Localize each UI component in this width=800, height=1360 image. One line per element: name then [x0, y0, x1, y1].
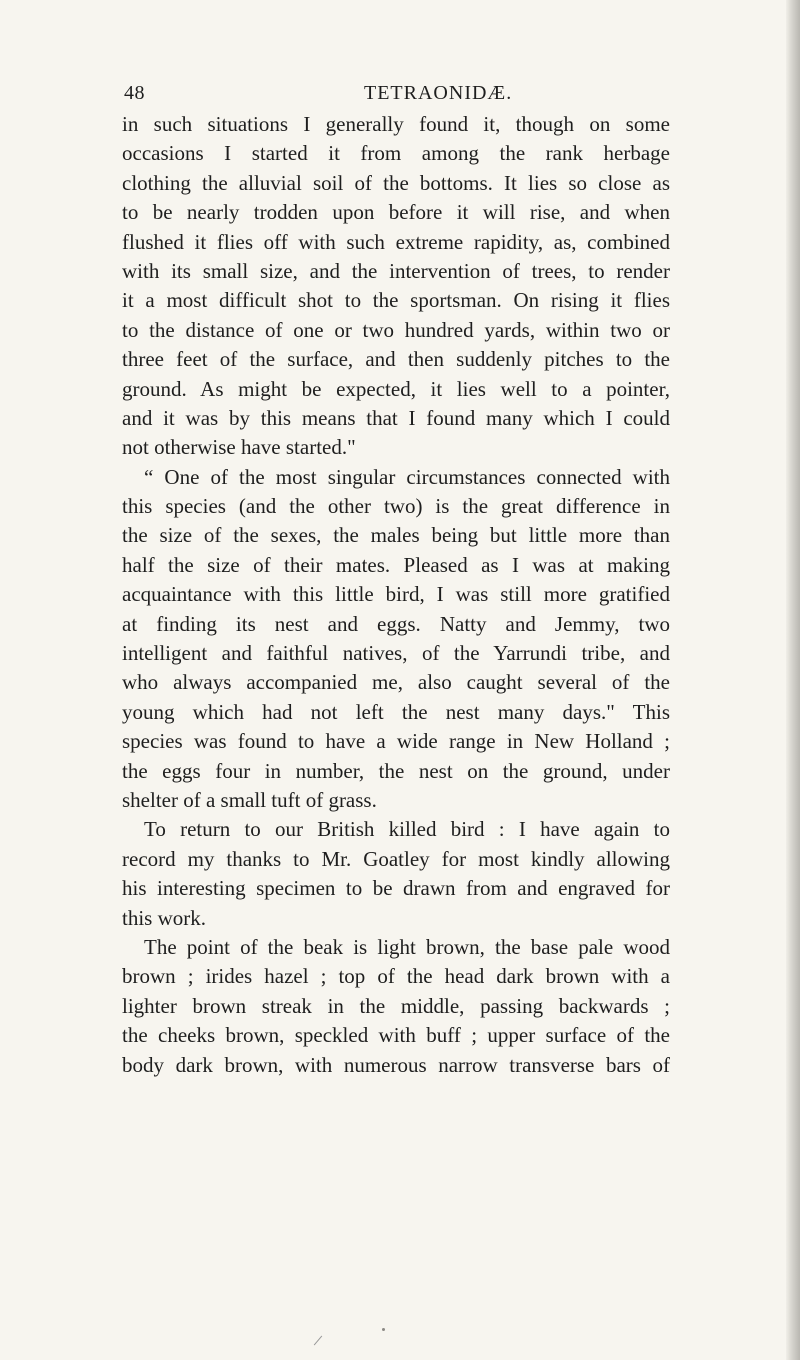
body-text: [122, 110, 670, 1080]
text-line: body dark brown, with numerous narrow transverse bars of: [122, 1052, 670, 1077]
text-line: with its small size, and the intervention of trees, to render: [122, 258, 670, 283]
text-line: “ One of the most singular circumstances connected with: [144, 464, 670, 489]
text-line: who always accompanied me, also caught several of the: [122, 670, 670, 695]
text-line: flushed it flies off with such extreme rapidity, as, combined: [122, 229, 670, 254]
text-line: ground. As might be expected, it lies well to a pointer,: [122, 376, 670, 401]
text-line: young which had not left the nest many days." This: [122, 699, 670, 724]
text-line: brown ; irides hazel ; top of the head dark brown with a: [122, 964, 670, 989]
text-line: lighter brown streak in the middle, passing backwards ;: [122, 993, 670, 1018]
text-line: record my thanks to Mr. Goatley for most kindly allowing: [122, 846, 670, 871]
running-head: TETRAONIDÆ.: [364, 82, 513, 104]
text-line: half the size of their mates. Pleased as I was at making: [122, 552, 670, 577]
text-line: three feet of the surface, and then suddenly pitches to the: [122, 347, 670, 372]
text-line: at finding its nest and eggs. Natty and Jemmy, two: [122, 611, 670, 636]
paper-mark: [314, 1336, 322, 1346]
text-line: occasions I started it from among the rank herbage: [122, 141, 670, 166]
text-line: the eggs four in number, the nest on the ground, under: [122, 758, 670, 783]
page-edge-shadow: [786, 0, 800, 1360]
text-line: his interesting specimen to be drawn from and engraved for: [122, 876, 670, 901]
text-line: and it was by this means that I found many which I could: [122, 405, 670, 430]
page-number: 48: [124, 82, 145, 104]
text-line: clothing the alluvial soil of the bottoms. It lies so close as: [122, 170, 670, 195]
text-line: The point of the beak is light brown, the base pale wood: [144, 934, 670, 959]
text-line: acquaintance with this little bird, I was still more gratified: [122, 582, 670, 607]
text-line: to the distance of one or two hundred yards, within two or: [122, 317, 670, 342]
text-line: intelligent and faithful natives, of the Yarrundi tribe, and: [122, 641, 670, 666]
paper-speck: [382, 1328, 385, 1331]
text-line: shelter of a small tuft of grass.: [122, 787, 377, 812]
text-line: the cheeks brown, speckled with buff ; upper surface of the: [122, 1023, 670, 1048]
text-line: it a most difficult shot to the sportsman. On rising it flies: [122, 288, 670, 313]
text-line: the size of the sexes, the males being but little more than: [122, 523, 670, 548]
text-line: To return to our British killed bird : I have again to: [144, 817, 670, 842]
text-line: in such situations I generally found it, though on some: [122, 112, 670, 136]
text-line: species was found to have a wide range in New Holland ;: [122, 729, 670, 754]
text-line: this species (and the other two) is the great difference in: [122, 494, 670, 519]
text-line: this work.: [122, 905, 206, 930]
text-line: to be nearly trodden upon before it will rise, and when: [122, 200, 670, 225]
text-line: not otherwise have started.": [122, 435, 356, 460]
